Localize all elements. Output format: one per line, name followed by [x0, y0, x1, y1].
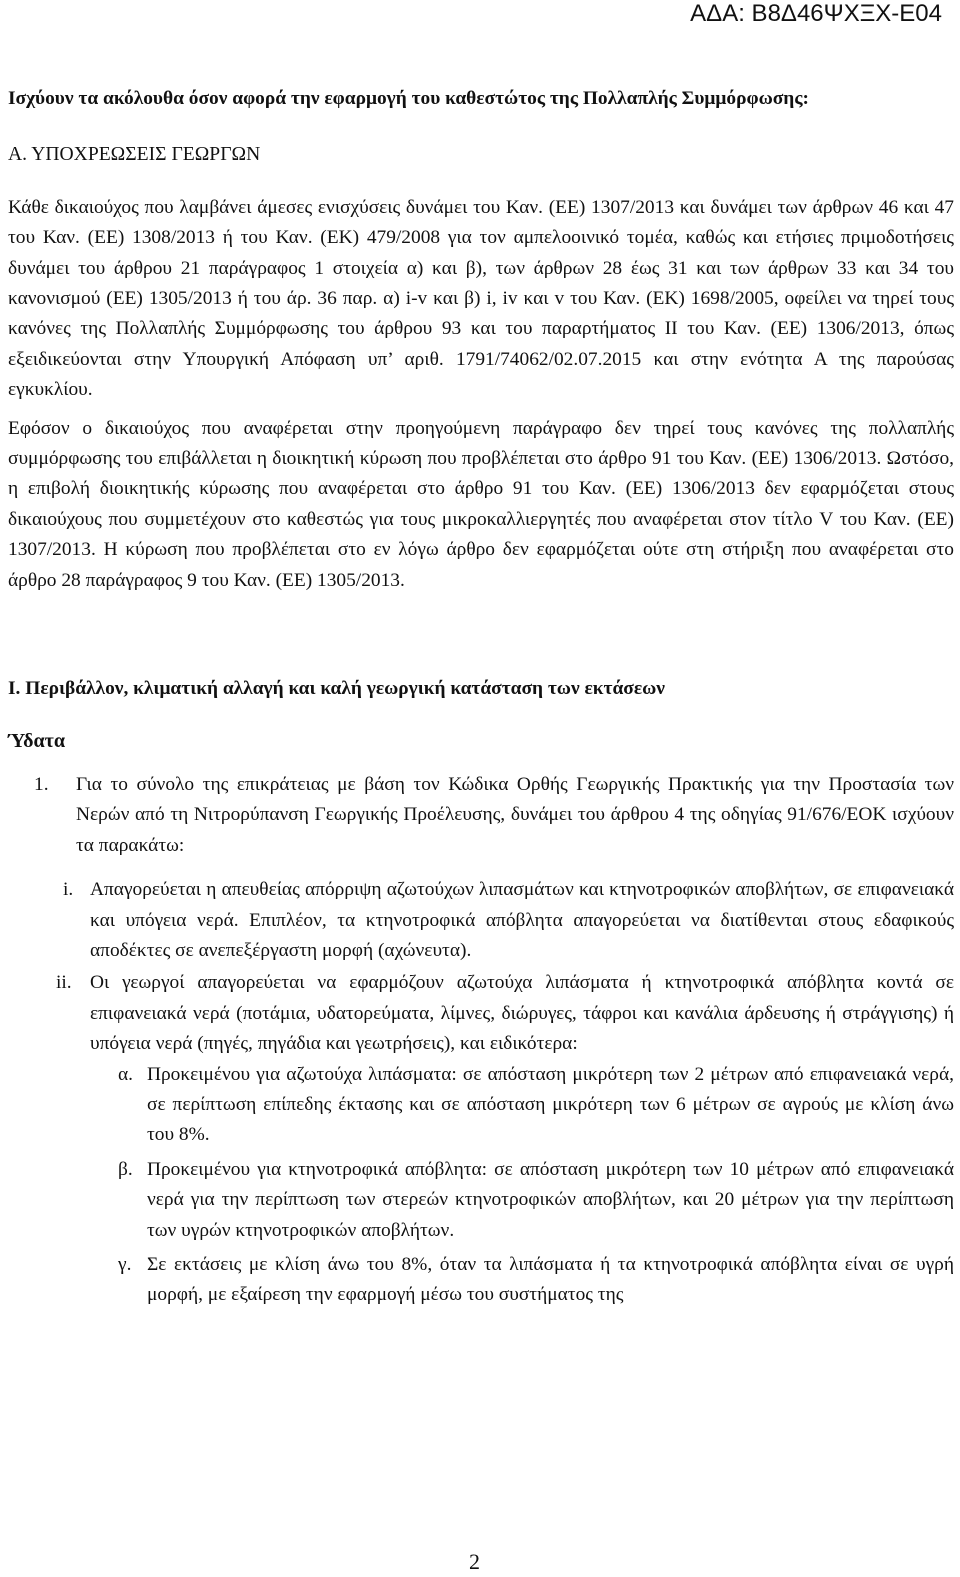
paragraph: Κάθε δικαιούχος που λαμβάνει άμεσες ενισχύσεις δυνάμει του Καν. (ΕΕ) 1307/2013 και δυνάμει των άρθρων 46 και 47 του Καν. (ΕΕ) 1308/2013 ή του Καν. (ΕΚ) 479/2008 για τον αμπελοοινικό τομέα, καθώς και ετήσιες πριμοδοτήσεις δυνάμει του άρθρου 21 παράγραφος 1 στοιχεία α) και β), των άρθρων 28 έως 31 και των άρθρων 33 και 34 του κανονισμού (ΕΕ) 1305/2013 ή του άρ. 36 παρ. α) i-v και β) i, iv και v του Καν. (ΕΚ) 1698/2005, οφείλει να τηρεί τους κανόνες της Πολλαπλής Συμμόρφωσης του άρθρου 93 και του παραρτήματος ΙΙ του Καν. (ΕΕ) 1306/2013, όπως εξειδικεύονται στην Υπουργική Απόφαση υπ’ αριθ. 1791/74062/02.07.2015 και στην ενότητα Α της παρούσας εγκυκλίου. — [8, 196, 954, 401]
list-item-roman-ii — [56, 968, 954, 1059]
list-item-text: Προκειμένου για αζωτούχα λιπάσματα: σε απόσταση μικρότερη των 2 μέτρων από επιφανειακά νερά, σε περίπτωση επίπεδης έκτασης και σε απόσταση μικρότερη των 6 μέτρων σε αγρούς με κλίση άνω του 8%. — [147, 1063, 954, 1146]
list-item-text: Προκειμένου για κτηνοτροφικά απόβλητα: σε απόσταση μικρότερη των 10 μέτρων από επιφανειακά νερά για την περίπτωση των στερεών κτηνοτροφικών αποβλήτων, και 20 μέτρων για την περίπτωση των υγρών κτηνοτροφικών αποβλήτων. — [147, 1158, 954, 1241]
section-a-title: Α. ΥΠΟΧΡΕΩΣΕΙΣ ΓΕΩΡΓΩΝ — [8, 144, 261, 166]
list-item-text: Οι γεωργοί απαγορεύεται να εφαρμόζουν αζωτούχα λιπάσματα ή κτηνοτροφικά απόβλητα κοντά σε επιφανειακά νερά (ποτάμια, υδατορεύματα, λίμνες, διώρυγες, τάφροι και κανάλια άρδευσης ή στράγγισης) ή υπόγεια νερά (πηγές, πηγάδια και γεωτρήσεις), και ειδικότερα: — [90, 972, 954, 1055]
list-marker: i. — [63, 879, 74, 901]
paragraph: Εφόσον ο δικαιούχος που αναφέρεται στην προηγούμενη παράγραφο δεν τηρεί τους κανόνες της πολλαπλής συμμόρφωσης του επιβάλλεται η διοικητική κύρωση που προβλέπεται στο άρθρο 91 του Καν. (ΕΕ) 1306/2013. Ωστόσο, η επιβολή διοικητικής κύρωσης που αναφέρεται στο άρθρο 91 του Καν. (ΕΕ) 1306/2013 δεν εφαρμόζεται στους δικαιούχους που συμμετέχουν στο καθεστώς για τους μικροκαλλιεργητές που αναφέρεται στον τίτλο V του Καν. (ΕΕ) 1307/2013. Η κύρωση που προβλέπεται στο εν λόγω άρθρο δεν εφαρμόζεται ούτε στη στήριξη που αναφέρεται στο άρθρο 28 παράγραφος 9 του Καν. (ΕΕ) 1305/2013. — [8, 417, 954, 591]
ada-code: ΑΔΑ: Β8Δ46ΨΧΞΧ-Ε04 — [690, 0, 942, 27]
list-marker: β. — [118, 1158, 133, 1180]
section-i-title: Ι. Περιβάλλον, κλιματική αλλαγή και καλή γεωργική κατάσταση των εκτάσεων — [8, 678, 665, 700]
list-item-1 — [34, 770, 954, 861]
list-item-gamma — [118, 1250, 954, 1311]
list-item-roman-i — [63, 875, 954, 966]
list-marker: 1. — [34, 773, 49, 795]
list-item-beta — [118, 1155, 954, 1246]
list-item-alpha — [118, 1060, 954, 1151]
waters-heading: Ύδατα — [8, 729, 66, 752]
list-item-text: Σε εκτάσεις με κλίση άνω του 8%, όταν τα λιπάσματα ή τα κτηνοτροφικά απόβλητα είναι σε υγρή μορφή, με εξαίρεση την εφαρμογή μέσω του συστήματος της — [147, 1254, 954, 1306]
list-marker: γ. — [118, 1254, 132, 1275]
list-marker: ii. — [56, 972, 72, 994]
document-page — [8, 84, 954, 1311]
list-item-text: Για το σύνολο της επικράτειας με βάση τον Κώδικα Ορθής Γεωργικής Πρακτικής για την Προστασία των Νερών από τη Νιτρορύπανση Γεωργικής Προέλευσης, δυνάμει του άρθρου 4 της οδηγίας 91/676/ΕΟΚ ισχύουν τα παρακάτω: — [76, 773, 954, 856]
list-marker: α. — [118, 1063, 134, 1085]
page-number: 2 — [469, 1549, 480, 1574]
list-item-text: Απαγορεύεται η απευθείας απόρριψη αζωτούχων λιπασμάτων και κτηνοτροφικών αποβλήτων, σε επιφανειακά και υπόγεια νερά. Επιπλέον, τα κτηνοτροφικά απόβλητα απαγορεύεται να διατίθενται στους εδαφικούς αποδέκτες σε ανεπεξέργαστη μορφή (αχώνευτα). — [90, 879, 954, 961]
intro-heading: Ισχύουν τα ακόλουθα όσον αφορά την εφαρμογή του καθεστώτος της Πολλαπλής Συμμόρφωσης: — [8, 88, 809, 109]
